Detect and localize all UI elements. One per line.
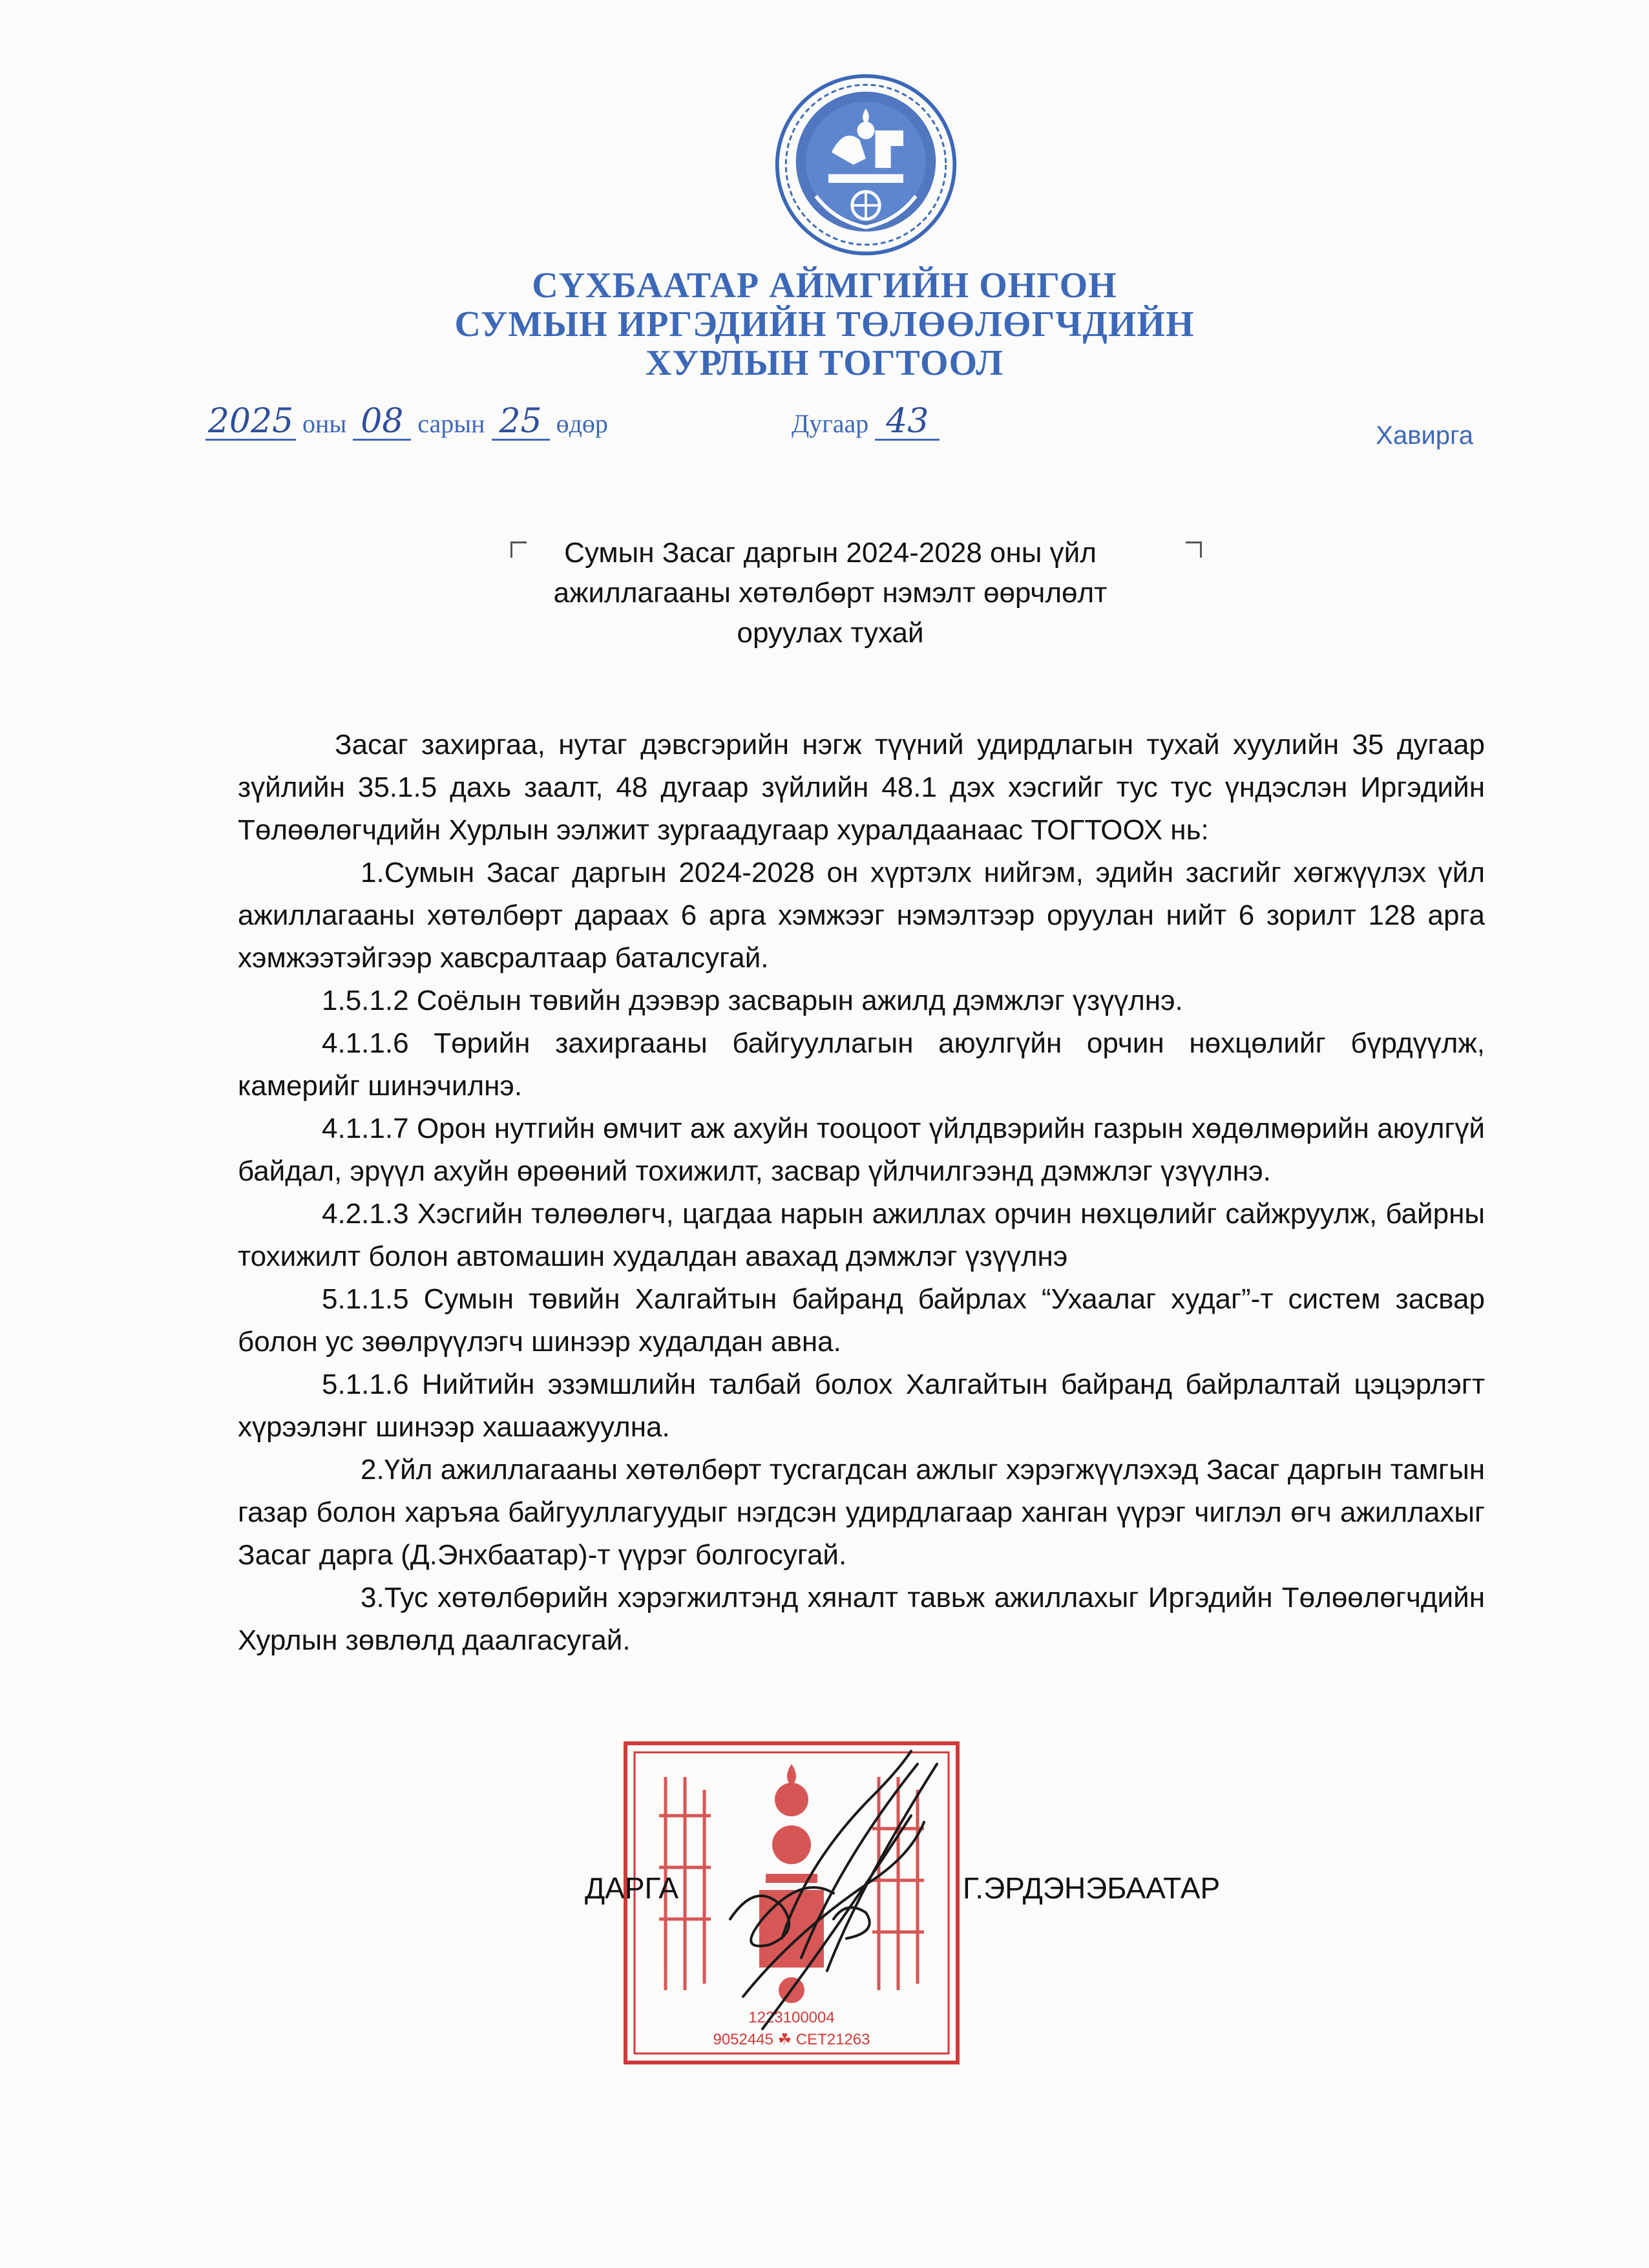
stamp-code-2-a: 9052445 <box>713 2031 773 2048</box>
item-2: 2.Үйл ажиллагааны хөтөлбөрт тусгагдсан ажлыг хэрэгжүүлэхэд Засаг даргын тамгын газар болон харъяа байгууллагуудыг нэгдсэн удирдлагаар ханган үүрэг чиглэл өгч ажиллахыг Засаг дарга (Д.Энхбаатар)-т үүрэг болгосугай. <box>238 1454 1485 1571</box>
year-value: 2025 <box>205 404 296 441</box>
org-line-2: СУМЫН ИРГЭДИЙН ТӨЛӨӨЛӨГЧДИЙН <box>454 304 1195 344</box>
day-label: өдөр <box>556 409 608 438</box>
place-name: Хавирга <box>1376 421 1473 450</box>
date-field <box>205 404 608 441</box>
resolution-body <box>238 724 1485 1662</box>
subject-corner-right <box>1186 541 1202 558</box>
sub-item-4117: 4.1.1.7 Орон нутгийн өмчит аж ахуйн тооцоот үйлдвэрийн газрын хөдөлмөрийн аюулгүй байдал, эрүүл ахуйн өрөөний тохижилт, засвар үйлчилгээнд дэмжлэг үзүүлнэ. <box>238 1113 1485 1187</box>
stamp-code-1: 1223100004 <box>748 2009 835 2026</box>
stamp-code-3: СЕТ21263 <box>795 2031 870 2048</box>
number-value: 43 <box>875 404 940 441</box>
preamble: Засаг захиргаа, нутаг дэвсгэрийн нэгж түүний удирдлагын тухай хуулийн 35 дугаар зүйлийн 35.1.5 дахь заалт, 48 дугаар зүйлийн 48.1 дэх хэсгийг тус тус үндэслэн Иргэдийн Төлөөлөгчдийн Хурлын ээлжит зургаадугаар хуралдаанаас ТОГТООХ нь: <box>238 729 1485 846</box>
signer-name: Г.ЭРДЭНЭБААТАР <box>963 1871 1221 1905</box>
handwritten-signature <box>704 1725 976 2055</box>
org-line-1: СҮХБААТАР АЙМГИЙН ОНГОН <box>532 266 1117 306</box>
year-label: оны <box>302 409 347 438</box>
signer-title: ДАРГА <box>585 1871 679 1905</box>
subject-line-1: Сумын Засаг даргын 2024-2028 оны үйл <box>564 537 1097 569</box>
subject-line-3: оруулах тухай <box>737 617 924 649</box>
day-value: 25 <box>492 404 550 441</box>
sub-item-5115: 5.1.1.5 Сумын төвийн Халгайтын байранд байрлах “Ухаалаг худаг”-т систем засвар болон ус зөөлрүүлэгч шинээр худалдан авна. <box>238 1283 1485 1358</box>
stamp-code-2: 9052445 ☘ СЕТ21263 <box>713 2031 870 2048</box>
sub-item-5116: 5.1.1.6 Нийтийн эзэмшлийн талбай болох Халгайтын байранд байрлалтай цэцэрлэгт хүрээлэнг шинээр хашаажуулна. <box>238 1369 1485 1443</box>
month-label: сарын <box>417 409 485 438</box>
number-field <box>792 404 940 441</box>
mongolia-state-emblem-icon <box>772 71 960 258</box>
subject-title <box>491 533 1170 653</box>
sub-item-1512: 1.5.1.2 Соёлын төвийн дээвэр засварын ажилд дэмжлэг үзүүлнэ. <box>322 985 1183 1016</box>
month-value: 08 <box>353 404 411 441</box>
sub-item-4116: 4.1.1.6 Төрийн захиргааны байгууллагын аюулгүйн орчин нөхцөлийг бүрдүүлж, камерийг шинэчилнэ. <box>238 1027 1485 1102</box>
item-1: 1.Сумын Засаг даргын 2024-2028 он хүртэлх нийгэм, эдийн засгийг хөгжүүлэх үйл ажиллагааны хөтөлбөрт дараах 6 арга хэмжээг нэмэлтээр оруулан нийт 6 зорилт 128 арга хэмжээтэйгээр хавсралтаар баталсугай. <box>238 857 1485 974</box>
number-label: Дугаар <box>792 409 869 438</box>
subject-line-2: ажиллагааны хөтөлбөрт нэмэлт өөрчлөлт <box>553 577 1108 609</box>
sub-item-4213: 4.2.1.3 Хэсгийн төлөөлөгч, цагдаа нарын ажиллах орчин нөхцөлийг сайжруулж, байрны тохижилт болон автомашин худалдан авахад дэмжлэг үзүүлнэ <box>238 1198 1485 1272</box>
item-3: 3.Тус хөтөлбөрийн хэрэгжилтэнд хяналт тавьж ажиллахыг Иргэдийн Төлөөлөгчдийн Хурлын зөвлөлд даалгасугай. <box>238 1582 1485 1656</box>
org-line-3: ХУРЛЫН ТОГТООЛ <box>645 343 1004 383</box>
